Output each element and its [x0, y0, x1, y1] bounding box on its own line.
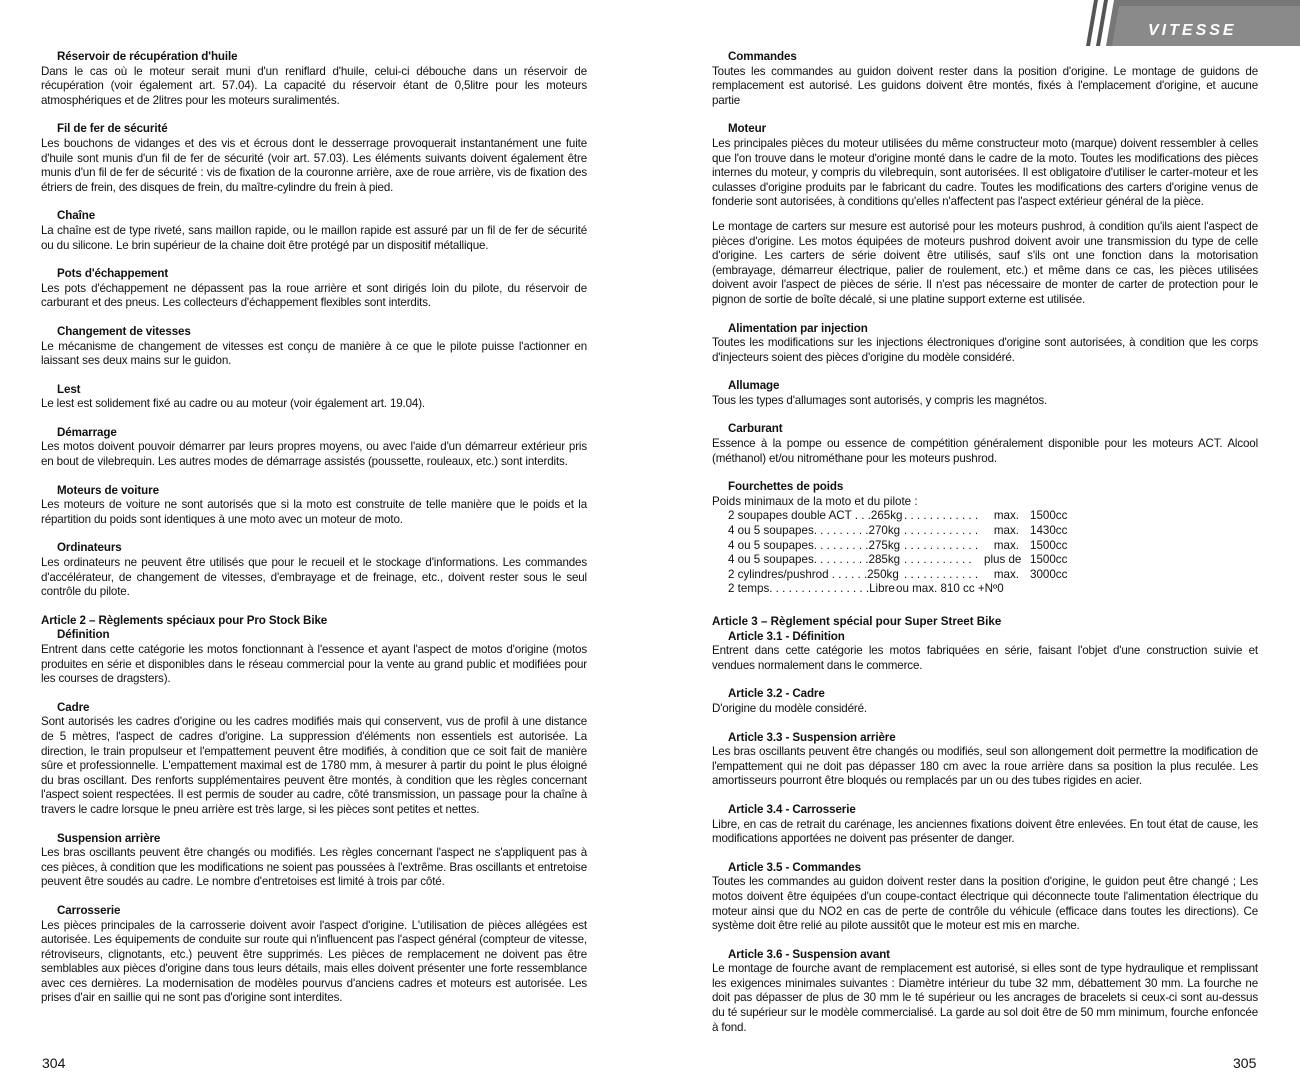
section-paragraph: Le mécanisme de changement de vitesses est conçu de manière à ce que le pilote puisse l'actionner en laissant ses deux mains sur le guidon. [41, 339, 587, 368]
weights-dots: . . . . . . . . . . . . [904, 567, 979, 581]
weights-row [728, 524, 1258, 539]
section [41, 541, 587, 599]
section-paragraph: La chaîne est de type riveté, sans maillon rapide, ou le maillon rapide est assuré par un fil de fer de sécurité ou du silicone. Le brin supérieur de la chaine doit être protégé par un dispositif métallique. [41, 223, 587, 252]
section [41, 50, 587, 108]
weights-cc: 1500cc [1030, 538, 1068, 552]
section-paragraph: Entrent dans cette catégorie les motos fonctionnant à l'essence et ayant l'aspect de motos d'origine (motos produites en série et disponibles dans le réseau commercial pour la vente au grand public et modifiées pour les courses de dragsters). [41, 643, 587, 686]
section-title: Article 3.5 - Commandes [728, 860, 862, 874]
section [41, 383, 587, 412]
section-title: Fil de fer de sécurité [57, 122, 168, 136]
weights-row [728, 509, 1258, 524]
header-title: VITESSE [1148, 22, 1237, 39]
section [41, 209, 587, 253]
weights-cc: 1500cc [1030, 553, 1068, 567]
section [41, 614, 587, 687]
section-paragraph: D'origine du modèle considéré. [712, 701, 867, 715]
section [41, 325, 587, 369]
section-paragraph: Libre, en cas de retrait du carénage, les anciennes fixations doivent être enlevées. En tout état de cause, les modifications apportées ne doivent pas présenter de danger. [712, 817, 1258, 846]
weights-label: 4 ou 5 soupapes. . . . . . . . .270kg [728, 524, 901, 538]
section [41, 267, 587, 311]
weights-cc: 3000cc [1030, 567, 1068, 581]
section-paragraph: Les bouchons de vidanges et des vis et écrous dont le desserrage provoquerait instantanément une fuite d'huile sont munis d'un fil de fer de sécurité (voir art. 57.03). Les éléments suivants doivent également être munis d'un fil de fer de sécurité : vis de fixation de la couronne arrière, axe de roue arrière, vis de fixation des étriers de frein, des disques de frein, du maître-cylindre du frein à pied. [41, 136, 587, 194]
article-heading: Article 2 – Règlements spéciaux pour Pro Stock Bike [41, 613, 328, 627]
section [712, 422, 1258, 466]
article3 [712, 615, 1258, 1035]
section-paragraph: Le montage de carters sur mesure est autorisé pour les moteurs pushrod, à condition qu'ils aient l'aspect de pièces d'origine. Les motos équipées de moteurs pushrod doivent avoir une transmission du type de celle d'origine. Les carters de série doivent être utilisés, sauf s'ils ont une fonction dans la motorisation (embrayage, démarreur électrique, palier de roulement, etc.) et même dans ce cas, les pièces utilisées doivent avoir l'aspect de pièces de série. Il n'est pas nécessaire de monter de carter de protection pour le pignon de sortie de boîte décalé, si une platine support externe est utilisée. [712, 219, 1258, 306]
section-title: Moteurs de voiture [57, 483, 159, 497]
section-paragraph: Dans le cas où le moteur serait muni d'un reniflard d'huile, celui-ci débouche dans un réservoir de récupération (voir également art. 57.04). La capacité du réservoir étant de 0,5litre pour les moteurs atmosphériques et de 2litres pour les moteurs suralimentés. [41, 64, 587, 107]
page-number-right: 305 [1233, 1055, 1257, 1071]
section-title: Carrosserie [57, 903, 121, 917]
weights-dots: . . . . . . . . . . . [904, 553, 972, 567]
weights-title: Fourchettes de poids [728, 480, 844, 494]
section-title: Article 3.1 - Définition [728, 629, 845, 643]
article3-title: Article 3 – Règlement spécial pour Super Street Bike [712, 615, 1002, 628]
section-title: Lest [57, 382, 81, 396]
section-title: Article 3.6 - Suspension avant [728, 947, 890, 961]
section-paragraph: Entrent dans cette catégorie les motos fabriquées en série, faisant l'objet d'une construction suivie et vendues normalement dans le commerce. [712, 644, 1258, 672]
section-paragraph: Toutes les modifications sur les injections électroniques d'origine sont autorisées, à condition que les corps d'injecteurs soient des pièces d'origine du modèle considéré. [712, 336, 1258, 364]
weights-cc: 1430cc [1030, 524, 1068, 538]
section [41, 904, 587, 1006]
right-page-column [712, 50, 1258, 1049]
weights-limit: max. [993, 524, 1019, 538]
section-title: Article 3.3 - Suspension arrière [728, 730, 896, 744]
section-paragraph: Toutes les commandes au guidon doivent rester dans la position d'origine, le guidon peut être changé ; Les motos doivent être équipées d'un coupe-contact électrique qui déconnecte toute l'alimentation électrique du moteur ainsi que du NO2 en cas de perte de contrôle du véhicule (efficace dans toutes les directions). Ce système doit être relié au pilote aussitôt que le moteur est mis en marche. [712, 875, 1258, 933]
section [712, 50, 1258, 108]
weights-row [728, 582, 1258, 597]
weights-row [728, 553, 1258, 568]
section-title: Changement de vitesses [57, 324, 191, 338]
section-paragraph: Essence à la pompe ou essence de compétition généralement disponible pour les moteurs ACT. Alcool (méthanol) et/ou nitrométhane pour les moteurs pushrod. [712, 437, 1258, 465]
weights-limit [1004, 582, 1039, 597]
section [712, 803, 1258, 847]
section-paragraph: Le montage de fourche avant de remplacement est autorisé, si elles sont de type hydraulique et remplissant les exigences minimales suivantes : Diamètre intérieur du tube 32 mm, débattement 30 mm. La fourche ne doit pas dépasser de plus de 30 mm le té supérieur ou les ancrages de bracelets si ceux-ci sont au-dessus du té supérieur sur le modèle commercialisé. La garde au sol doit être de 50 mm minimum, fourche enfoncée à fond. [712, 962, 1258, 1034]
section-title: Pots d'échappement [57, 267, 169, 281]
section-paragraph: Les motos doivent pouvoir démarrer par leurs propres moyens, ou avec l'aide d'un démarreur extérieur pris en bout de vilebrequin. Les autres modes de démarrage assistés (poussette, rouleaux, etc.) sont interdits. [41, 440, 587, 469]
section-title: Article 3.4 - Carrosserie [728, 802, 856, 816]
section-title: Définition [57, 628, 110, 642]
section-paragraph: Sont autorisés les cadres d'origine ou les cadres modifiés mais qui conservent, vus de profil à une distance de 5 mètres, l'aspect de cadres d'origine. La suppression d'éléments non essentiels est autorisée. La direction, le train propulseur et l'empattement peuvent être modifiés, à condition que ce soit fait de manière sûre et professionnelle. L'empattement maximal est de 1780 mm, à mesurer à partir du point le plus éloigné du bras oscillant. Des renforts supplémentaires peuvent être montés, à condition que les règles concernant l'aspect soient respectées. Il est permis de souder au cadre, côté transmission, un passage pour la chaîne à travers le cadre lorsque le pneu arrière est très large, si les pièces sont petites et nettes. [41, 715, 587, 816]
left-page-column [41, 50, 587, 1020]
weights-dots: . . . . . . . . . . . . [904, 524, 979, 538]
weights-label: 2 soupapes double ACT . . .265kg [728, 509, 903, 523]
section [41, 484, 587, 528]
section [41, 701, 587, 818]
section-title: Démarrage [57, 425, 117, 439]
weights-limit: plus de [984, 553, 1022, 567]
weights-label: 4 ou 5 soupapes. . . . . . . . .275kg [728, 538, 901, 552]
weights-row [728, 568, 1258, 583]
section-title: Cadre [57, 700, 90, 714]
weights-row [728, 539, 1258, 554]
section-paragraph: Le lest est solidement fixé au cadre ou au moteur (voir également art. 19.04). [41, 397, 425, 411]
section-title: Article 3.2 - Cadre [728, 687, 825, 701]
section [712, 687, 1258, 716]
weights-cc [1039, 582, 1110, 597]
section-title: Chaîne [57, 209, 96, 223]
section-title: Suspension arrière [57, 831, 161, 845]
section [712, 122, 1258, 307]
section-paragraph: Les bras oscillants peuvent être changés ou modifiés, seul son allongement doit permettre la modification de l'empattement qui ne doit pas dépasser 180 cm avec la roue arrière dans sa position la plus reculée. Les amortisseurs pourront être bloqués ou remplacés par un ou des tubes rigides en acier. [712, 745, 1258, 788]
section-title: Réservoir de récupération d'huile [57, 50, 238, 63]
weights-limit: max. [993, 509, 1019, 523]
weights-dots: ou max. 810 cc +Nº0 [896, 582, 1004, 596]
weights-table [728, 509, 1258, 597]
section [712, 630, 1258, 674]
section [712, 948, 1258, 1036]
section-title: Carburant [728, 422, 783, 436]
section-paragraph: Les principales pièces du moteur utilisées du même constructeur moto (marque) doivent ressembler à celles que l'on trouve dans le moteur d'origine monté dans le cadre de la moto. Toutes les modifications des pièces internes du moteur, y compris du vilebrequin, sont autorisées. Il est obligatoire d'utiliser le carter-moteur et les culasses d'origine produits par le fabricant du cadre. Toutes les modifications des carters d'origine venus de fonderie sont autorisées, à conditions qu'elles n'affectent pas l'aspect extérieur général de la pièce. [712, 136, 1258, 209]
section-title: Commandes [728, 50, 797, 63]
section-paragraph: Les bras oscillants peuvent être changés ou modifiés. Les règles concernant l'aspect ne s'appliquent pas à ces pièces, à condition que les modifications ne soient pas poussées à l'extrême. Bras oscillants et entretoise peuvent être soudés au cadre. Le nombre d'entretoises est limité à trois par côté. [41, 846, 587, 889]
section-title: Alimentation par injection [728, 321, 868, 335]
weights-intro: Poids minimaux de la moto et du pilote : [712, 494, 918, 508]
section [712, 861, 1258, 934]
section-title: Allumage [728, 379, 780, 393]
weights-limit: max. [993, 538, 1019, 552]
section-paragraph: Tous les types d'allumages sont autorisés, y compris les magnétos. [712, 393, 1048, 407]
section [712, 731, 1258, 789]
section [712, 322, 1258, 366]
weights-dots: . . . . . . . . . . . . [904, 509, 979, 523]
weights-label: 2 temps. . . . . . . . . . . . . . . .Libre [728, 582, 895, 596]
weights-label: 4 ou 5 soupapes. . . . . . . . .285kg [728, 553, 901, 567]
section-title: Ordinateurs [57, 541, 122, 555]
weights-dots: . . . . . . . . . . . . [904, 538, 979, 552]
weights-cc: 1500cc [1030, 509, 1068, 523]
section-paragraph: Les ordinateurs ne peuvent être utilisés que pour le recueil et le stockage d'informations. Les commandes d'accélérateur, de changement de vitesses, d'embrayage et de freinage, etc., doivent rester sous le seul contrôle du pilote. [41, 556, 587, 599]
weights-label: 2 cylindres/pushrod . . . . . .250kg [728, 567, 899, 581]
section-paragraph: Toutes les commandes au guidon doivent rester dans la position d'origine. Le montage de guidons de remplacement est autorisé. Les guidons doivent être montés, fixés à l'emplacement d'origine, et aucune partie [712, 64, 1258, 107]
weights-section [712, 480, 1258, 597]
section [41, 832, 587, 890]
section [41, 122, 587, 195]
section-paragraph: Les moteurs de voiture ne sont autorisés que si la moto est construite de telle manière que le poids et la répartition du poids sont identiques à une moto avec un moteur de moto. [41, 498, 587, 526]
section [712, 379, 1258, 408]
page-number-left: 304 [42, 1055, 66, 1071]
section-paragraph: Les pièces principales de la carrosserie doivent avoir l'aspect d'origine. L'utilisation de pièces allégées est autorisée. Les équipements de conduite sur route qui n'influencent pas l'aspect général (compteur de vitesse, rétroviseurs, clignotants, etc.) peuvent être supprimés. Les pièces de remplacement ne doivent pas être semblables aux pièces d'origine dans tous leurs détails, mais elles doivent présenter une forte ressemblance avec ces dernières. La modernisation de modèles pourvus d'anciens cadres et moteurs est autorisée. Les prises d'air en saillie qui ne sont pas d'origine sont interdites. [41, 918, 587, 1005]
weights-limit: max. [993, 567, 1019, 581]
section-paragraph: Les pots d'échappement ne dépassent pas la roue arrière et sont dirigés loin du pilote, du réservoir de carburant et des pneus. Les collecteurs d'échappement flexibles sont interdits. [41, 281, 587, 310]
section-title: Moteur [728, 122, 767, 136]
section [41, 426, 587, 470]
